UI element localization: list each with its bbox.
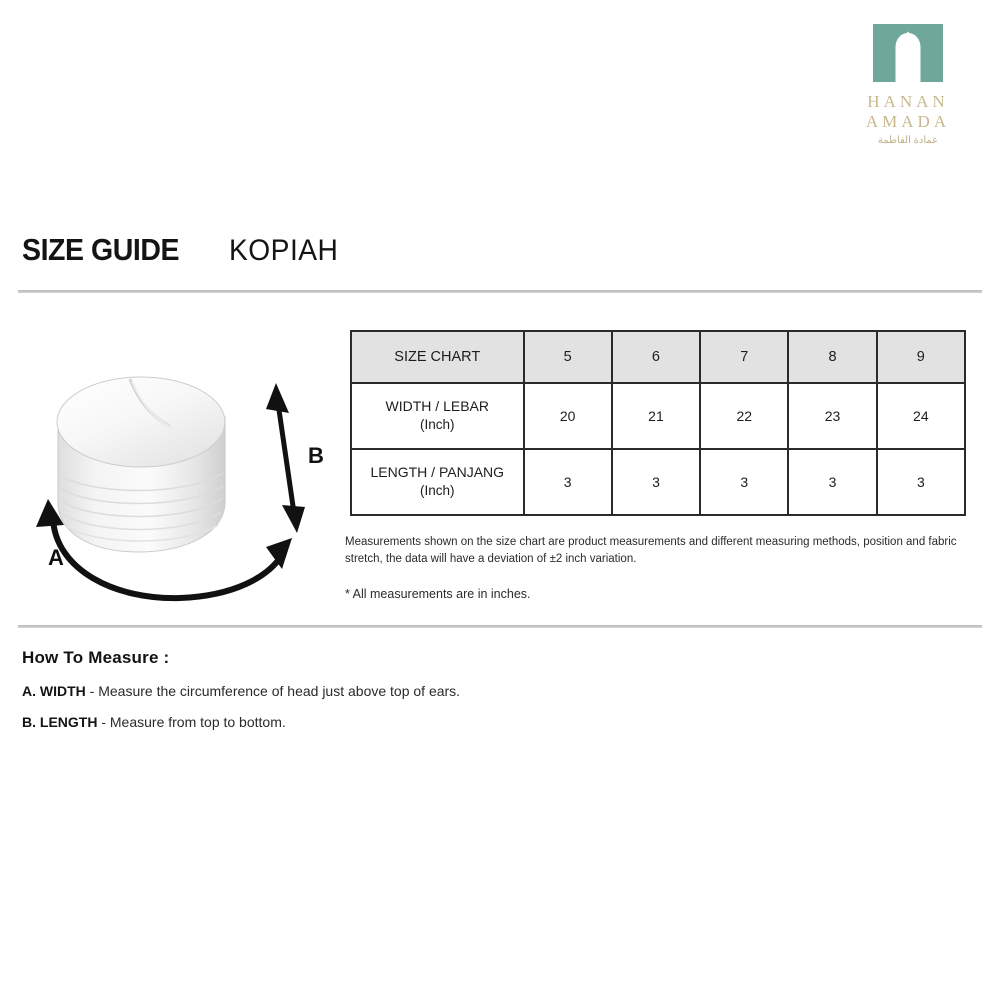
page-title-product: KOPIAH <box>228 234 339 267</box>
brand-name-line2: AMADA <box>865 112 951 132</box>
note-units: * All measurements are in inches. <box>345 586 531 601</box>
arch-gateway-icon <box>871 22 945 84</box>
note-disclaimer: Measurements shown on the size chart are product measurements and different measuring methods, position and fabric stretch, the data will have a deviation of ±2 inch variation. <box>345 536 957 566</box>
table-row <box>351 449 965 515</box>
how-to-measure-item-width <box>22 683 722 699</box>
table-cell: 22 <box>700 383 788 449</box>
kopiah-cap-diagram <box>20 355 340 615</box>
page-title-main: SIZE GUIDE <box>22 232 180 267</box>
how-to-measure-section <box>22 648 722 730</box>
table-header-row <box>351 331 965 383</box>
table-header-cell: 6 <box>612 331 700 383</box>
brand-logo <box>838 22 978 146</box>
table-row <box>351 383 965 449</box>
table-header-cell: 8 <box>788 331 876 383</box>
how-to-measure-item-length <box>22 714 722 730</box>
row-label-unit: (Inch) <box>420 417 455 433</box>
table-header-cell: SIZE CHART <box>351 331 524 383</box>
table-header-cell: 9 <box>877 331 965 383</box>
row-label-text: WIDTH / LEBAR <box>385 398 489 415</box>
table-cell: 3 <box>612 449 700 515</box>
table-cell: 20 <box>524 383 612 449</box>
product-illustration <box>20 355 340 615</box>
table-header-cell: 5 <box>524 331 612 383</box>
row-label-length <box>351 449 524 515</box>
how-to-measure-key: A. WIDTH <box>22 683 86 699</box>
row-label-width <box>351 383 524 449</box>
table-cell: 3 <box>700 449 788 515</box>
measurement-notes <box>345 534 970 601</box>
table-cell: 3 <box>877 449 965 515</box>
brand-name-arabic: عمادة الفاطمة <box>877 135 939 147</box>
row-label-unit: (Inch) <box>420 483 455 499</box>
table-cell: 23 <box>788 383 876 449</box>
straight-double-arrow-icon <box>266 383 305 533</box>
table-header-cell: 7 <box>700 331 788 383</box>
table-cell: 24 <box>877 383 965 449</box>
measure-label-b: B <box>308 443 324 468</box>
page-title <box>22 232 345 268</box>
how-to-measure-text: - Measure from top to bottom. <box>101 714 286 730</box>
brand-name-line1: HANAN <box>867 92 949 111</box>
table-cell: 3 <box>788 449 876 515</box>
how-to-measure-title: How To Measure : <box>22 648 170 667</box>
table-cell: 3 <box>524 449 612 515</box>
measure-label-a: A <box>48 545 64 570</box>
row-label-text: LENGTH / PANJANG <box>370 464 505 481</box>
how-to-measure-key: B. LENGTH <box>22 714 98 730</box>
how-to-measure-text: - Measure the circumference of head just above top of ears. <box>89 683 461 699</box>
divider-bottom <box>18 625 982 628</box>
divider-top <box>18 290 982 293</box>
table-cell: 21 <box>612 383 700 449</box>
size-chart-table <box>350 330 966 516</box>
